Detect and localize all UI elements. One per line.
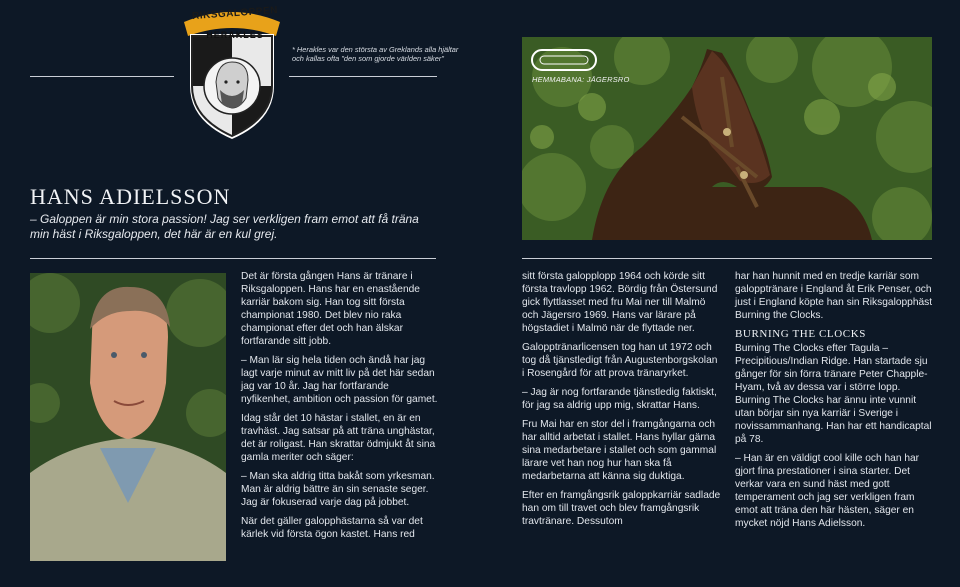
paragraph: har han hunnit med en tredje karriär som galopptränare i England åt Erik Penser, och just i England köpte han sin Riksgalopphäst Burning the Clocks. (735, 271, 933, 321)
paragraph: sitt första galopplopp 1964 och körde sitt första travlopp 1962. Bördig från Östersund gick flyttlasset med fru Mai ner till Malmö och Jägersro 1969. Hans var lärare på högstadiet i Malmö när de flyttade ner. (522, 271, 718, 334)
badge-name: HERAKLES (206, 30, 264, 40)
track-icon (530, 48, 600, 72)
right-divider (522, 258, 932, 259)
lead-quote: – Galoppen är min stora passion! Jag ser verkligen fram emot att få träna min häst i Riksgaloppen, det här är en kul grej. (30, 212, 419, 241)
paragraph: Efter en framgångsrik galoppkarriär sadlade han om till travet och blev framgångsrik travtränare. Dessutom (522, 490, 721, 527)
paragraph: – Man lär sig hela tiden och ändå har jag lagt varje minut av mitt liv på det här sedan jag var 10 år. Jag har fortfarande nyfikenhet, ambition och passion för gamet. (241, 355, 438, 405)
riksgaloppen-herakles-badge (180, 6, 284, 140)
home-track-caption: HEMMABANA: JÄGERSRO (532, 75, 630, 84)
top-left-rule (30, 76, 174, 77)
top-mid-rule (289, 76, 437, 77)
article-column-1 (241, 270, 439, 547)
article-column-2 (522, 270, 722, 534)
paragraph: När det gäller galopphästarna så var det kärlek vid första ögon kastet. Hans red (241, 516, 423, 540)
herakles-footnote: * Herakles var den största av Greklands alla hjältar och kallas ofta "den som gjorde världen säker" (292, 45, 459, 63)
badge-top-text: RIKSGALOPPEN (191, 5, 279, 22)
paragraph: Idag står det 10 hästar i stallet, en är en travhäst. Jag satsar på att träna unghästar, det är roligast. Han skrattar ödmjukt åt sina gamla meriter och säger: (241, 413, 436, 463)
paragraph: Det är första gången Hans är tränare i Riksgaloppen. Hans har en enastående karriär bakom sig. Han tog sitt första championat 1980. Det blev nio raka championat efter det och han älskar fortfarande sitt jobb. (241, 271, 420, 347)
paragraph: Burning The Clocks efter Tagula – Precipitious/Indian Ridge. Han startade sju gånger för sin förra tränare Peter Chapple-Hyam, två av dessa var i större lopp. Burning The Clocks har ännu inte vunnit utan börjar sin nya karriär i Sverige i novissammanhang. Han har ett handicaptal på 78. (735, 343, 932, 445)
section-heading: BURNING THE CLOCKS (735, 328, 866, 340)
paragraph: – Man ska aldrig titta bakåt som yrkesman. Man är aldrig bättre än sin senaste seger. Jag är fokuserad varje dag på jobbet. (241, 471, 435, 508)
paragraph: – Jag är nog fortfarande tjänstledig faktiskt, för jag sa aldrig upp mig, skrattar Hans. (522, 387, 717, 411)
left-divider (30, 258, 436, 259)
paragraph: Galopptränarlicensen tog han ut 1972 och tog då tjänstledigt från Augustenborgskolan i Rosengård för att prova tränaryrket. (522, 342, 718, 379)
article-column-3 (735, 270, 935, 536)
page-title: HANS ADIELSSON (30, 184, 231, 209)
paragraph: Fru Mai har en stor del i framgångarna och har alltid arbetat i stallet. Hans hyllar gärna sina medarbetare i stallet och som gammal lärare vet han nog hur han ska få medarbetarna att känna sig duktiga. (522, 419, 717, 482)
paragraph: – Han är en väldigt cool kille och han har gjort fina prestationer i sina starter. Det verkar vara en sund häst med gott temperament och jag ser verkligen fram emot att träna den här hästen, säger en mycket nöjd Hans Adielsson. (735, 453, 920, 529)
portrait-photo (30, 273, 226, 561)
